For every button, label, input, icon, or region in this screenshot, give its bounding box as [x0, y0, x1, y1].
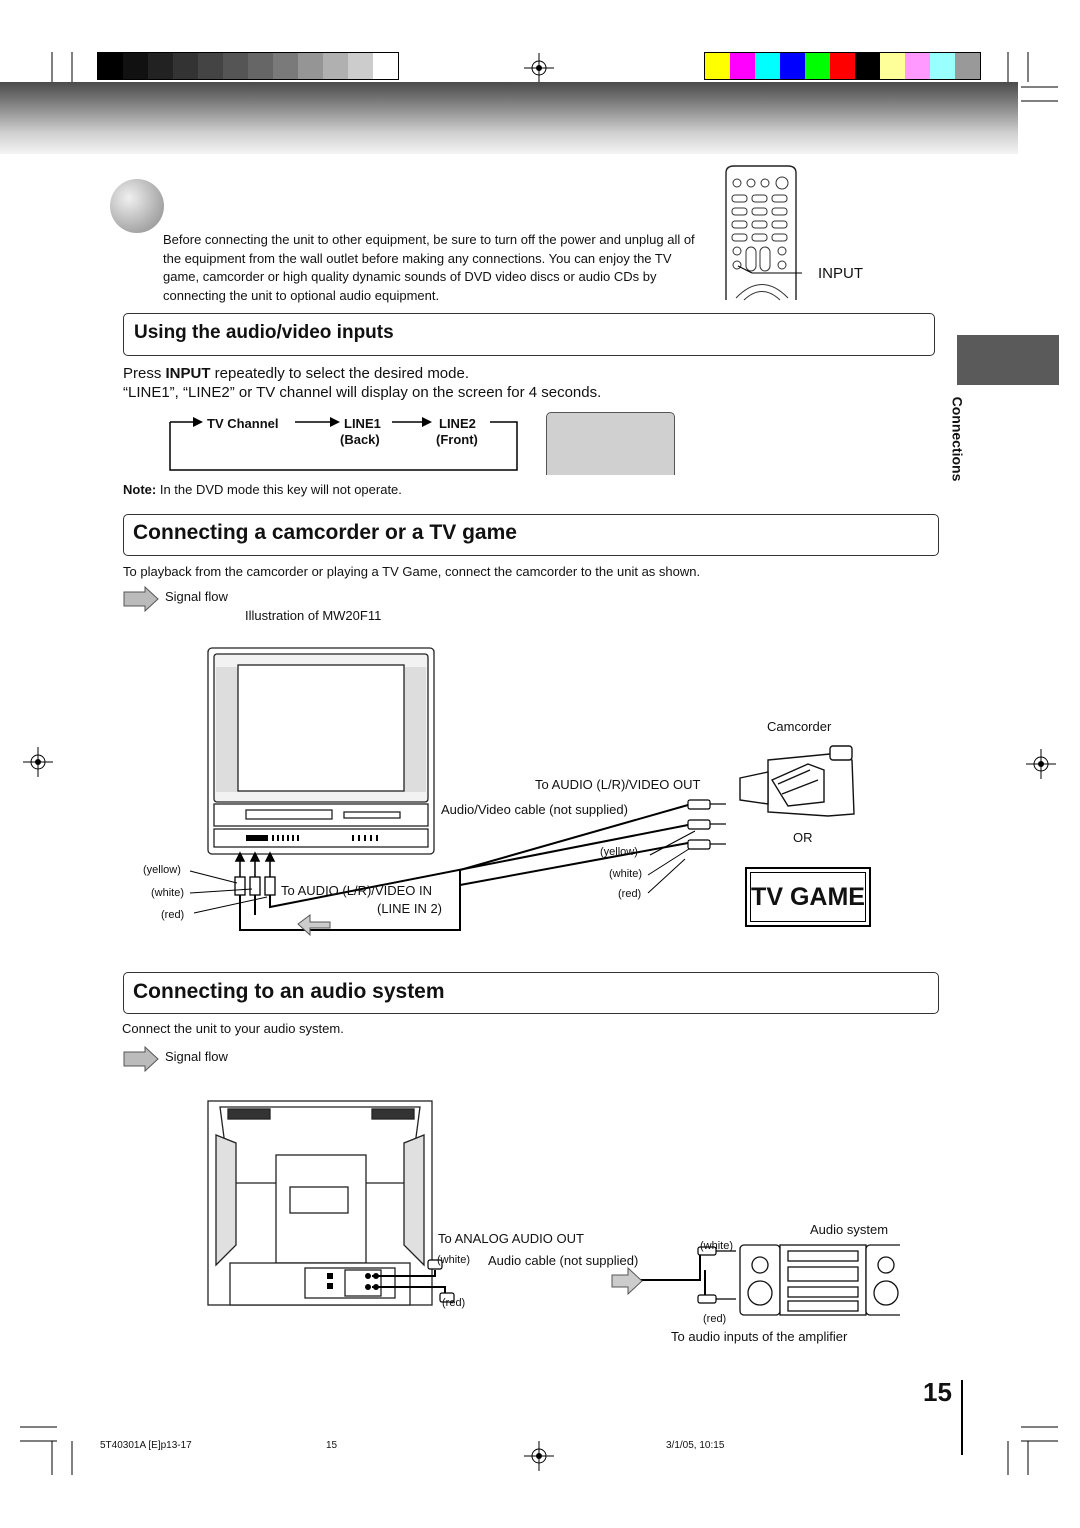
audio-system-description: Connect the unit to your audio system.	[122, 1021, 344, 1036]
audio-connection-diagram	[200, 1095, 900, 1320]
remote-input-label: INPUT	[818, 265, 863, 282]
red-label-left: (red)	[161, 909, 185, 921]
red-label-right-audio: (red)	[703, 1313, 727, 1325]
gray-swatch-6	[248, 53, 273, 79]
gray-swatch-4	[198, 53, 223, 79]
screen-preview	[546, 412, 675, 475]
gray-swatch-11	[373, 53, 398, 79]
color-swatch-4	[805, 53, 830, 79]
red-label-right: (red)	[618, 888, 642, 900]
signal-flow-arrow-icon-2	[123, 1046, 159, 1072]
press-prefix: Press	[123, 365, 166, 382]
section-title-camcorder: Connecting a camcorder or a TV game	[133, 521, 517, 544]
color-swatch-3	[780, 53, 805, 79]
signal-flow-arrow-icon	[123, 586, 159, 612]
signal-flow-label: Signal flow	[165, 589, 228, 604]
note-body: In the DVD mode this key will not operate.	[156, 482, 402, 497]
audio-cable-label: Audio cable (not supplied)	[488, 1253, 639, 1268]
audio-system-label: Audio system	[810, 1222, 889, 1237]
camcorder-connection-diagram	[140, 645, 740, 940]
color-swatch-6	[855, 53, 880, 79]
side-tab-label: Connections	[949, 396, 966, 482]
color-swatch-0	[705, 53, 730, 79]
av-cable-label: Audio/Video cable (not supplied)	[441, 802, 628, 817]
color-swatch-7	[880, 53, 905, 79]
yellow-label-left: (yellow)	[143, 864, 181, 876]
color-swatch-1	[730, 53, 755, 79]
camcorder-icon	[738, 740, 863, 820]
line-in-label: (LINE IN 2)	[377, 901, 443, 916]
to-audio-in-label: To AUDIO (L/R)/VIDEO IN	[281, 883, 432, 898]
line-display-text: “LINE1”, “LINE2” or TV channel will display on the screen for 4 seconds.	[123, 384, 602, 401]
gray-swatch-0	[98, 53, 123, 79]
side-tab	[957, 335, 1059, 385]
white-label-left: (white)	[151, 887, 185, 899]
amplifier-inputs-label: To audio inputs of the amplifier	[671, 1329, 848, 1344]
section-title-av-inputs: Using the audio/video inputs	[134, 322, 394, 343]
camcorder-description: To playback from the camcorder or playing a TV Game, connect the camcorder to the unit as shown.	[123, 564, 701, 579]
white-label-right: (white)	[609, 868, 643, 880]
gray-swatch-2	[148, 53, 173, 79]
section-bullet-circle	[110, 179, 164, 233]
section-title-audio-system: Connecting to an audio system	[133, 980, 445, 1003]
tv-game-badge: TV GAME	[745, 867, 871, 927]
intro-paragraph: Before connecting the unit to other equipment, be sure to turn off the power and unplug all of the equipment from the wall outlet before making any connections. You can enjoy the TV game, camcorder or high quality dynamic sounds of DVD video discs or audio CDs by connecting the unit to optional audio equipment.	[163, 232, 695, 303]
flow-line2-front: (Front)	[436, 432, 478, 447]
white-label-left-audio: (white)	[437, 1254, 471, 1266]
color-swatch-9	[930, 53, 955, 79]
color-swatch-2	[755, 53, 780, 79]
color-swatch-10	[955, 53, 980, 79]
gray-swatch-3	[173, 53, 198, 79]
white-label-right-audio: (white)	[700, 1240, 734, 1252]
remote-control-illustration	[722, 163, 802, 303]
to-analog-audio-out-label: To ANALOG AUDIO OUT	[438, 1231, 584, 1246]
gray-swatch-9	[323, 53, 348, 79]
footer-code: 5T40301A [E]p13-17	[100, 1440, 192, 1451]
yellow-label-right: (yellow)	[600, 846, 638, 858]
page-number-rule	[961, 1380, 963, 1455]
page-number: 15	[923, 1377, 952, 1407]
color-strip	[704, 52, 981, 80]
gray-swatch-7	[273, 53, 298, 79]
color-swatch-5	[830, 53, 855, 79]
flow-line1: LINE1	[344, 416, 381, 431]
press-key: INPUT	[165, 365, 211, 382]
color-swatch-8	[905, 53, 930, 79]
red-label-left-audio: (red)	[442, 1297, 466, 1309]
flow-line2: LINE2	[439, 416, 476, 431]
footer-page: 15	[326, 1440, 338, 1451]
press-input-text	[123, 365, 469, 382]
header-banner	[0, 82, 1018, 154]
gray-swatch-10	[348, 53, 373, 79]
note-label: Note:	[123, 482, 157, 497]
note-text	[123, 482, 402, 497]
gray-swatch-8	[298, 53, 323, 79]
or-label: OR	[793, 830, 813, 845]
to-audio-out-label: To AUDIO (L/R)/VIDEO OUT	[535, 777, 701, 792]
grayscale-strip	[97, 52, 399, 80]
flow-tv-channel: TV Channel	[207, 416, 279, 431]
gray-swatch-1	[123, 53, 148, 79]
press-suffix: repeatedly to select the desired mode.	[210, 365, 470, 382]
side-tab-label-wrap	[947, 395, 977, 495]
footer-date: 3/1/05, 10:15	[666, 1440, 725, 1451]
flow-line1-back: (Back)	[340, 432, 380, 447]
gray-swatch-5	[223, 53, 248, 79]
illustration-label: Illustration of MW20F11	[245, 608, 382, 623]
camcorder-label: Camcorder	[767, 719, 832, 734]
signal-flow-label-2: Signal flow	[165, 1049, 228, 1064]
